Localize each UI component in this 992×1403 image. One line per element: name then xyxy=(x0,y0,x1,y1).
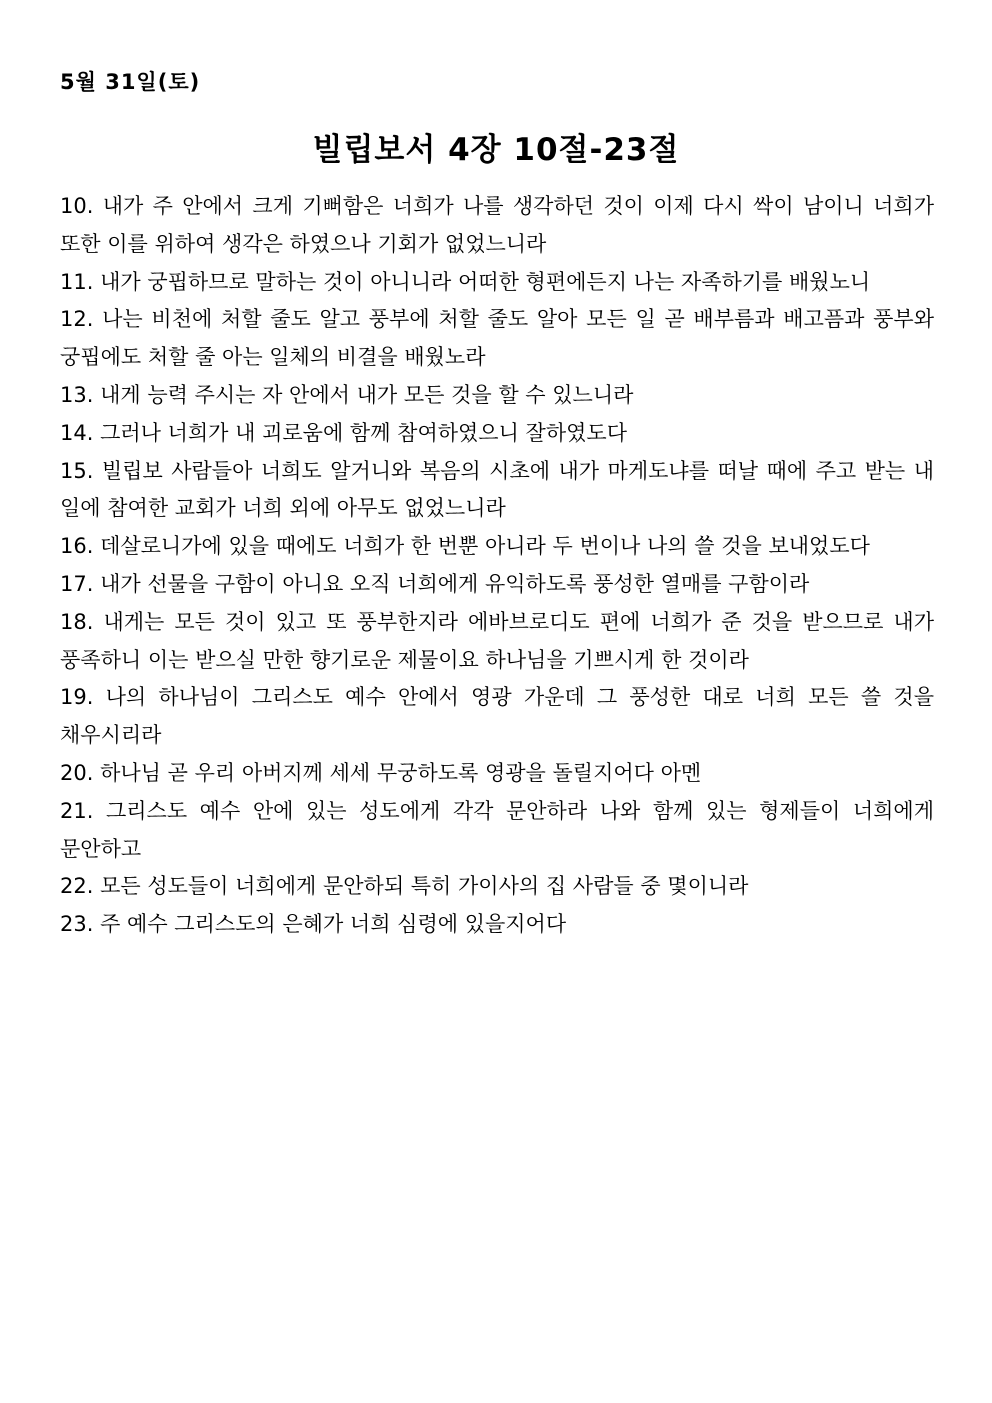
page-title: 빌립보서 4장 10절-23절 xyxy=(312,132,680,168)
verse-list xyxy=(60,188,934,944)
date-heading: 5월 31일(토) xyxy=(60,70,201,94)
verse-17: 17. 내가 선물을 구함이 아니요 오직 너희에게 유익하도록 풍성한 열매를 구함이라 xyxy=(60,571,810,596)
verse-13: 13. 내게 능력 주시는 자 안에서 내가 모든 것을 할 수 있느니라 xyxy=(60,382,634,407)
verse-16: 16. 데살로니가에 있을 때에도 너희가 한 번뿐 아니라 두 번이나 나의 쓸 것을 보내었도다 xyxy=(60,534,870,559)
verse-21: 21. 그리스도 예수 안에 있는 성도에게 각각 문안하라 나와 함께 있는 형제들이 너희에게 문안하고 xyxy=(60,798,934,861)
verse-18: 18. 내게는 모든 것이 있고 또 풍부한지라 에바브로디도 편에 너희가 준 것을 받으므로 내가 풍족하니 이는 받으실 만한 향기로운 제물이요 하나님을 기쁘시게 한 것이라 xyxy=(60,609,934,672)
verse-11: 11. 내가 궁핍하므로 말하는 것이 아니니라 어떠한 형편에든지 나는 자족하기를 배웠노니 xyxy=(60,269,871,294)
verse-15: 15. 빌립보 사람들아 너희도 알거니와 복음의 시초에 내가 마게도냐를 떠날 때에 주고 받는 내 일에 참여한 교회가 너희 외에 아무도 없었느니라 xyxy=(60,458,934,521)
verse-23: 23. 주 예수 그리스도의 은혜가 너희 심령에 있을지어다 xyxy=(60,912,567,937)
verse-12: 12. 나는 비천에 처할 줄도 알고 풍부에 처할 줄도 알아 모든 일 곧 배부름과 배고픔과 풍부와 궁핍에도 처할 줄 아는 일체의 비결을 배웠노라 xyxy=(60,307,934,370)
verse-22: 22. 모든 성도들이 너희에게 문안하되 특히 가이사의 집 사람들 중 몇이니라 xyxy=(60,874,749,899)
verse-20: 20. 하나님 곧 우리 아버지께 세세 무궁하도록 영광을 돌릴지어다 아멘 xyxy=(60,760,702,785)
verse-10: 10. 내가 주 안에서 크게 기뻐함은 너희가 나를 생각하던 것이 이제 다시 싹이 남이니 너희가 또한 이를 위하여 생각은 하였으나 기회가 없었느니라 xyxy=(60,194,934,256)
verse-19: 19. 나의 하나님이 그리스도 예수 안에서 영광 가운데 그 풍성한 대로 너희 모든 쓸 것을 채우시리라 xyxy=(60,685,934,748)
verse-14: 14. 그러나 너희가 내 괴로움에 함께 참여하였으니 잘하였도다 xyxy=(60,420,627,445)
